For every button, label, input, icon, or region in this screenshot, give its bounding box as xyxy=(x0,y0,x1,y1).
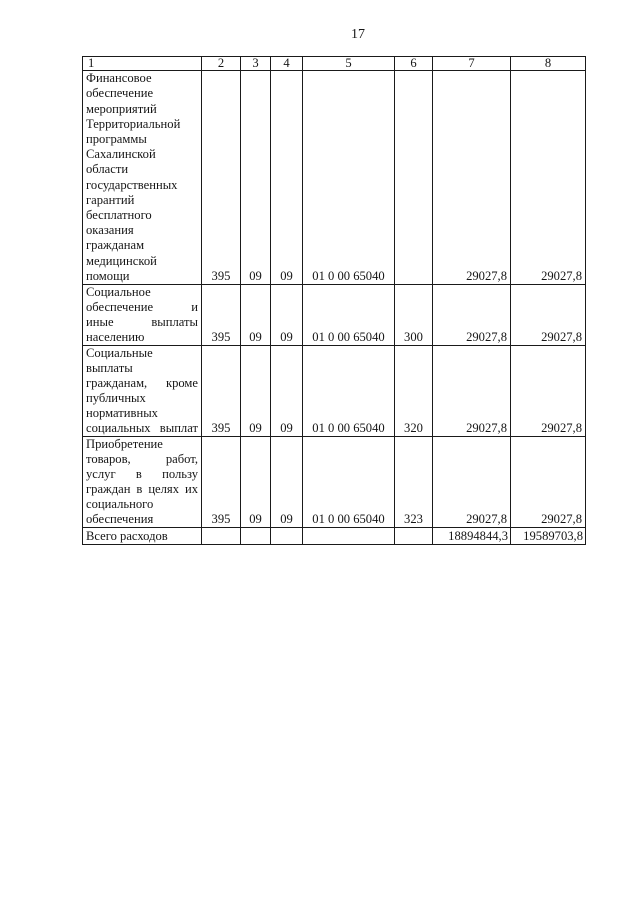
value-col-8: 29027,8 xyxy=(511,346,586,437)
column-number-3: 3 xyxy=(241,57,271,71)
value-col-4: 09 xyxy=(271,437,303,528)
row-name-line: публичных xyxy=(86,391,146,405)
row-name-line: области xyxy=(86,162,129,177)
row-name-line: социального xyxy=(86,497,154,511)
row-name-line: Социальное xyxy=(86,285,151,299)
row-name-cell xyxy=(83,346,202,437)
value-col-3: 09 xyxy=(241,437,271,528)
value-col-2: 395 xyxy=(202,71,241,285)
column-number-5: 5 xyxy=(303,57,395,71)
row-name-line: обеспечения xyxy=(86,512,154,526)
total-row xyxy=(83,528,586,545)
row-name-line: Приобретение xyxy=(86,437,163,451)
row-name-line: населению xyxy=(86,330,145,344)
value-col-8: 29027,8 xyxy=(511,71,586,285)
row-name-line: Сахалинской xyxy=(86,147,156,162)
row-name-line: государственных xyxy=(86,177,178,192)
table-row xyxy=(83,437,586,528)
row-name-line: услуг в пользу xyxy=(86,467,198,481)
row-name-line: программы xyxy=(86,131,147,146)
row-name-cell xyxy=(83,71,202,285)
value-col-8: 29027,8 xyxy=(511,285,586,346)
value-col-3: 09 xyxy=(241,285,271,346)
value-col-4: 09 xyxy=(271,285,303,346)
value-col-2: 395 xyxy=(202,437,241,528)
value-col-3: 09 xyxy=(241,71,271,285)
table-row xyxy=(83,346,586,437)
row-name-line: граждан в целях их xyxy=(86,482,198,496)
row-name-line: медицинской xyxy=(86,253,157,268)
row-name-line: социальных выплат xyxy=(86,421,198,435)
column-number-7: 7 xyxy=(433,57,511,71)
row-name-line: иные выплаты xyxy=(86,315,198,329)
value-col-5: 01 0 00 65040 xyxy=(303,437,395,528)
total-label: Всего расходов xyxy=(83,528,202,545)
empty-cell xyxy=(271,528,303,545)
table-header-row xyxy=(83,57,586,71)
total-col-7: 18894844,3 xyxy=(433,528,511,545)
row-name-line: обеспечение и xyxy=(86,300,198,314)
value-col-3: 09 xyxy=(241,346,271,437)
row-name-line: мероприятий xyxy=(86,101,157,116)
empty-cell xyxy=(202,528,241,545)
value-col-5: 01 0 00 65040 xyxy=(303,71,395,285)
empty-cell xyxy=(303,528,395,545)
row-name-line: оказания xyxy=(86,223,134,238)
value-col-6: 323 xyxy=(395,437,433,528)
row-name-line: обеспечение xyxy=(86,86,154,101)
value-col-5: 01 0 00 65040 xyxy=(303,346,395,437)
value-col-7: 29027,8 xyxy=(433,346,511,437)
value-col-6: 320 xyxy=(395,346,433,437)
row-name-line: гарантий xyxy=(86,192,135,207)
value-col-4: 09 xyxy=(271,346,303,437)
value-col-6: 300 xyxy=(395,285,433,346)
column-number-4: 4 xyxy=(271,57,303,71)
empty-cell xyxy=(241,528,271,545)
value-col-2: 395 xyxy=(202,346,241,437)
expenditure-table xyxy=(82,56,586,545)
table-row xyxy=(83,285,586,346)
row-name-line: гражданам xyxy=(86,238,145,253)
value-col-6 xyxy=(395,71,433,285)
value-col-7: 29027,8 xyxy=(433,71,511,285)
row-name-line: Финансовое xyxy=(86,71,152,86)
row-name-line: бесплатного xyxy=(86,207,152,222)
column-number-1: 1 xyxy=(83,57,202,71)
row-name-line: Территориальной xyxy=(86,116,181,131)
table-row xyxy=(83,71,586,285)
row-name-line: Социальные xyxy=(86,346,153,360)
column-number-6: 6 xyxy=(395,57,433,71)
value-col-2: 395 xyxy=(202,285,241,346)
empty-cell xyxy=(395,528,433,545)
value-col-8: 29027,8 xyxy=(511,437,586,528)
row-name-line: выплаты xyxy=(86,361,133,375)
row-name-cell xyxy=(83,285,202,346)
row-name-line: гражданам, кроме xyxy=(86,376,198,390)
value-col-4: 09 xyxy=(271,71,303,285)
row-name-line: товаров, работ, xyxy=(86,452,198,466)
page-number: 17 xyxy=(351,27,365,42)
value-col-7: 29027,8 xyxy=(433,437,511,528)
row-name-line: нормативных xyxy=(86,406,158,420)
column-number-2: 2 xyxy=(202,57,241,71)
row-name-line: помощи xyxy=(86,268,130,283)
column-number-8: 8 xyxy=(511,57,586,71)
value-col-5: 01 0 00 65040 xyxy=(303,285,395,346)
total-col-8: 19589703,8 xyxy=(511,528,586,545)
value-col-7: 29027,8 xyxy=(433,285,511,346)
row-name-cell xyxy=(83,437,202,528)
